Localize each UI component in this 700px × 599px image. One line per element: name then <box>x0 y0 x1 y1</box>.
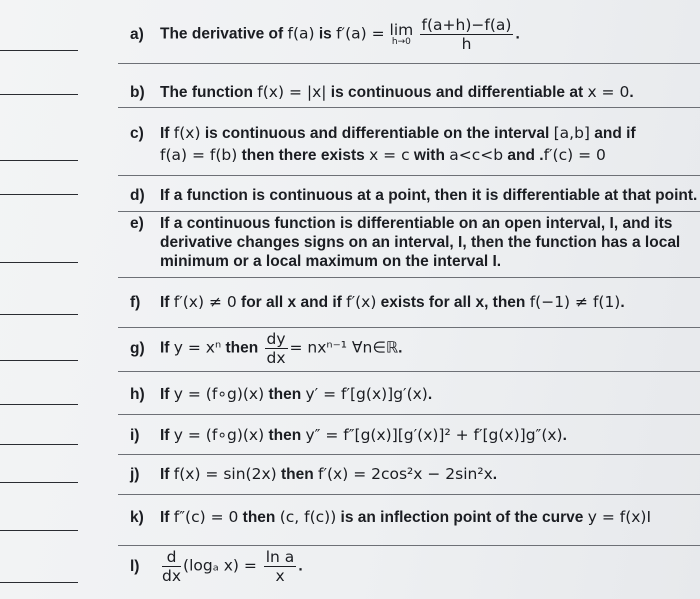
item-label: e) <box>130 215 144 232</box>
statement-j: j) If f(x) = sin(2x) then f′(x) = 2cos²x − 2sin²x. <box>130 465 498 483</box>
item-label: f) <box>130 294 141 311</box>
item-label: b) <box>130 84 145 101</box>
statement-g: g) If y = xⁿ then $\frac{dy}{dx}$ = nxⁿ⁻¹ ∀n∈ℝ. <box>130 330 403 367</box>
separator-line <box>118 63 700 64</box>
separator-line <box>118 494 700 495</box>
statement-d: d) If a function is continuous at a point, then it is differentiable at that point. <box>130 187 698 204</box>
result-fraction: $\frac{\text{ln a}}{x}$ <box>265 548 295 585</box>
answer-blank-d[interactable] <box>0 194 78 195</box>
separator-line <box>118 211 700 212</box>
answer-blank-j[interactable] <box>0 482 78 483</box>
item-label: i) <box>130 427 140 444</box>
statement-a: a) The derivative of f(a) is f′(a) = lim h→0 $\frac{f(a+h)-f(a)}{h}$ . <box>130 16 520 53</box>
answer-blank-c[interactable] <box>0 160 78 161</box>
answer-blank-k[interactable] <box>0 530 78 531</box>
item-label: j) <box>130 466 140 483</box>
derivative-fraction: $\frac{dy}{dx}$ <box>266 330 286 367</box>
answer-blank-g[interactable] <box>0 360 78 361</box>
separator-line <box>118 414 700 415</box>
statement-f: f) If f′(x) ≠ 0 for all x and if f′(x) exists for all x, then f(−1) ≠ f(1). <box>130 293 625 311</box>
separator-line <box>118 371 700 372</box>
separator-line <box>118 545 700 546</box>
statement-c: c) If f(x) is continuous and differentiable on the interval [a,b] and if f(a) = f(b) then there exists x = c with a<c<b and .f′(c) = 0 <box>130 124 636 164</box>
separator-line <box>118 327 700 328</box>
item-label: c) <box>130 125 144 142</box>
statement-i: i) If y = (f∘g)(x) then y″ = f″[g(x)][g′(x)]² + f′[g(x)]g″(x). <box>130 426 567 444</box>
statement-h: h) If y = (f∘g)(x) then y′ = f′[g(x)]g′(x). <box>130 385 433 403</box>
separator-line <box>118 175 700 176</box>
answer-blank-e[interactable] <box>0 262 78 263</box>
answer-blank-a[interactable] <box>0 50 78 51</box>
separator-line <box>118 107 700 108</box>
statement-l: l) $\frac{d}{dx}$ (logₐ x) = $\frac{\text{ln a}}{x}$ . <box>130 548 303 585</box>
answer-blank-l[interactable] <box>0 582 78 583</box>
separator-line <box>118 454 700 455</box>
answer-blank-i[interactable] <box>0 444 78 445</box>
answer-blank-f[interactable] <box>0 314 78 315</box>
answer-blank-b[interactable] <box>0 94 78 95</box>
statement-k: k) If f″(c) = 0 then (c, f(c)) is an inflection point of the curve y = f(x)I <box>130 508 652 526</box>
item-label: l) <box>130 557 140 575</box>
separator-line <box>118 277 700 278</box>
difference-quotient: $\frac{f(a+h)-f(a)}{h}$ <box>421 16 512 53</box>
answer-blank-h[interactable] <box>0 404 78 405</box>
item-label: h) <box>130 386 145 403</box>
statement-b: b) The function f(x) = |x| is continuous and differentiable at x = 0. <box>130 83 634 101</box>
limit-operator: lim h→0 <box>389 20 414 47</box>
item-label: k) <box>130 509 144 526</box>
item-label: a) <box>130 25 144 43</box>
item-label: d) <box>130 187 145 204</box>
item-label: g) <box>130 339 145 357</box>
statement-e: e) If a continuous function is differentiable on an open interval, I, and its derivative changes signs on an interval, I, then the function has a local minimum or a local maximum on the interval I. <box>130 215 681 270</box>
derivative-operator: $\frac{d}{dx}$ <box>162 548 182 585</box>
